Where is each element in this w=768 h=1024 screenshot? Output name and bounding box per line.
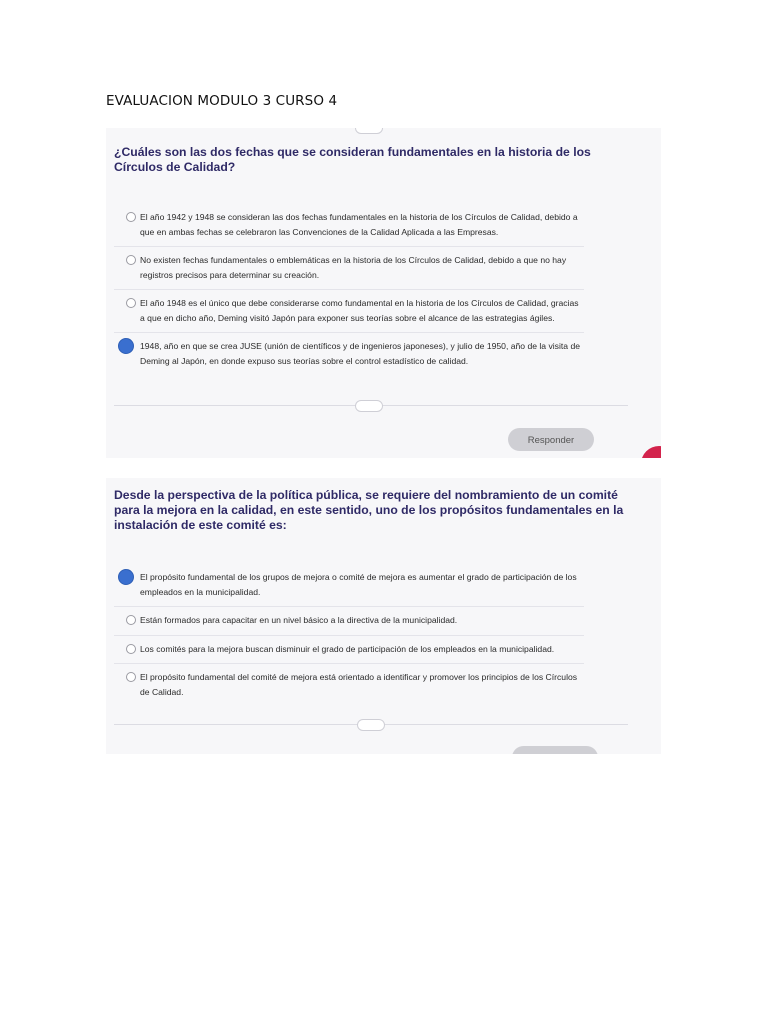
quiz-screenshot-2 xyxy=(106,478,661,754)
option-1-1[interactable] xyxy=(114,204,584,247)
document-title: EVALUACION MODULO 3 CURSO 4 xyxy=(106,93,338,109)
corner-accent-shape xyxy=(641,446,661,458)
option-label: No existen fechas fundamentales o emblemáticas en la historia de los Círculos de Calidad, debido a que no hay registros precisos para determinar su creación. xyxy=(140,255,567,280)
option-label: El año 1948 es el único que debe considerarse como fundamental en la historia de los Círculos de Calidad, gracias a que en dicho año, Deming visitó Japón para exponer sus teorías sobre el alcance de las estrategias ágiles. xyxy=(140,298,579,323)
quiz-screenshot-1 xyxy=(106,128,661,458)
radio-button[interactable] xyxy=(126,644,136,654)
option-label: 1948, año en que se crea JUSE (unión de científicos y de ingenieros japoneses), y julio de 1950, año de la visita de Deming al Japón, en donde expuso sus teorías sobre el control estadístico de calidad. xyxy=(140,341,580,366)
radio-button[interactable] xyxy=(126,255,136,265)
responder-button[interactable]: Responder xyxy=(508,428,594,451)
option-2-2[interactable] xyxy=(114,607,584,636)
option-1-2[interactable] xyxy=(114,247,584,290)
option-label: El propósito fundamental del comité de mejora está orientado a identificar y promover los principios de los Círculos de Calidad. xyxy=(140,672,578,697)
radio-button[interactable] xyxy=(126,298,136,308)
option-2-3[interactable] xyxy=(114,636,584,665)
option-1-4[interactable] xyxy=(114,333,584,375)
question-1-text: ¿Cuáles son las dos fechas que se consideran fundamentales en la historia de los Círculos de Calidad? xyxy=(114,145,591,174)
submit-button-cropped[interactable] xyxy=(512,746,598,754)
expand-handle[interactable] xyxy=(355,400,383,412)
option-2-4[interactable] xyxy=(114,664,584,706)
option-label: Están formados para capacitar en un nivel básico a la directiva de la municipalidad. xyxy=(140,615,458,625)
question-2-text: Desde la perspectiva de la política pública, se requiere del nombramiento de un comité para la mejora en la calidad, en este sentido, uno de los propósitos fundamentales en la instalación de este comité es: xyxy=(114,488,624,532)
radio-button[interactable] xyxy=(126,212,136,222)
option-label: El propósito fundamental de los grupos de mejora o comité de mejora es aumentar el grado de participación de los empleados en la municipalidad. xyxy=(140,572,577,597)
option-label: Los comités para la mejora buscan disminuir el grado de participación de los empleados en la municipalidad. xyxy=(140,643,555,654)
option-1-3[interactable] xyxy=(114,290,584,333)
top-handle xyxy=(355,128,383,134)
radio-button-selected[interactable] xyxy=(118,338,134,354)
radio-button[interactable] xyxy=(126,672,136,682)
option-label: El año 1942 y 1948 se consideran las dos fechas fundamentales en la historia de los Círculos de Calidad, debido a que en ambas fechas se celebraron las Convenciones de la Calidad Aplicada a las Empresas. xyxy=(140,212,578,237)
question-2-options xyxy=(114,564,584,706)
radio-button-selected[interactable] xyxy=(118,569,134,585)
expand-handle[interactable] xyxy=(357,719,385,731)
option-2-1[interactable] xyxy=(114,564,584,607)
question-1-options xyxy=(114,204,584,375)
radio-button[interactable] xyxy=(126,615,136,625)
